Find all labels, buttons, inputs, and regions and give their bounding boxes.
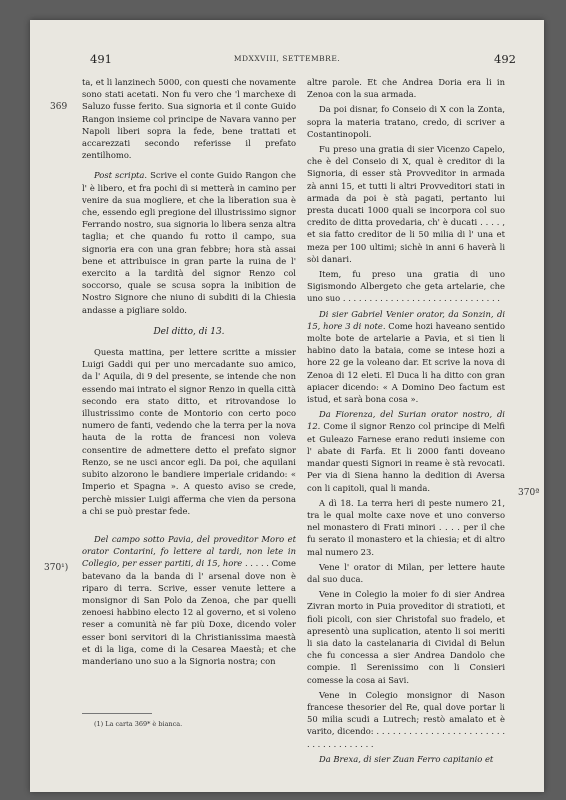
margin-number-370-note: 370¹)	[44, 563, 69, 573]
paragraph: ta, et li lanzinech 5000, con questi che novamente sono stati acetati. Non fu vero che 'l marchexe di Saluzo fusse ferito. Sua signoria et il conte Guido Rangon insieme col principe de Navara vanno per Napoli liberi sopra la fede, bene trattati et accarezzati secondo referisse il prefato zentilhomo.	[82, 77, 296, 161]
paragraph: Da poi disnar, fo Conseio di X con la Zonta, sopra la materia tratano, credo, di scriver a Costantinopoli.	[307, 104, 505, 139]
paragraph: Vene l' orator di Milan, per lettere haute dal suo duca.	[307, 561, 505, 584]
running-header	[30, 52, 544, 68]
paragraph-heading: Del campo sotto Pavia, del proveditor Moro et orator Contarini, fo lettere al tardi, non lete in Collegio, per esser partiti, di 15, hore	[82, 533, 296, 569]
paragraph	[307, 408, 505, 493]
paragraph-heading: Da Fiorenza, del Surian orator nostro, di 12.	[307, 409, 505, 432]
book-page	[30, 20, 544, 792]
margin-number-369: 369	[50, 102, 68, 112]
paragraph: Item, fu preso una gratia di uno Sigismondo Albergeto che geta artelarie, che uno suo . . . . . . . . . . . . . . . . . . . . . . . . . . . . . .	[307, 269, 505, 304]
left-page-number: 491	[90, 52, 112, 66]
paragraph-heading: Post scripta.	[94, 170, 148, 181]
running-title: MDXXVIII, SETTEMBRE.	[233, 54, 341, 63]
paragraph-text: Scrive el conte Guido Rangon che l' è libero, et fra pochi dì si metterà in camino per venire da sua mogliere, et che la liberation sua è che, essendo egli pregione del illustrissimo signor Ferrando nostro, sua signoria lo libera senza altra taglia; et che quando fu rotto il campo, sua signoria era con una gran febbre; hora stà assai bene et attribuisce in gran parte la ruina de l' exercito a la tardità del signor Renzo col soccorso, quale se scusa sopra la inibition de Nostro Signore che niuno di subditi di la Chiesia andasse a pigliare soldo.	[82, 170, 296, 315]
paragraph: altre parole. Et che Andrea Doria era li in Zenoa con la sua armada.	[307, 77, 505, 100]
paragraph	[307, 308, 505, 406]
paragraph-heading: Da Brexa, di sier Zuan Ferro capitanio et	[319, 753, 494, 764]
section-heading: Del ditto, di 13.	[153, 326, 225, 337]
right-column	[307, 76, 505, 768]
paragraph-heading: Di sier Gabriel Venier orator, da Sonzin, di 15, hore 3 di note.	[307, 308, 505, 331]
paragraph-text: . . . . . Come batevano da la banda di l' arsenal dove non è riparo di terra. Scrive, esser venute lettere a monsignor di San Polo da Zenoa, che par quelli zenoesi habbino electo 12 al governo, et si voleno reser a comunità nè far più Doxe, dicendo voler esser boni servitori di la Christianissima maestà et di la liga, come di la Cesarea Maestà; et che manderiano uno suo a la Signoria nostra; con	[82, 558, 296, 666]
footnote: (1) La carta 369* è bianca.	[94, 720, 183, 728]
paragraph: Vene in Colegio monsignor di Nason francese thesorier del Re, qual dove portar li 50 milia scudi a Lutrech; restò amalato et è varito, dicendo: . . . . . . . . . . . . . . . . . . . . . . . . . . . . . . . . . . . . .	[307, 689, 505, 749]
footnote-divider	[82, 713, 152, 714]
paragraph	[82, 169, 296, 315]
paragraph-text: Come hozi haveano sentido molte bote de artelarie a Pavia, et si tien li habino dato la bataia, come se intese hozi a hore 22 ge la voleano dar. Et scrive la nova di Zenoa di 12 eleti. El Duca li ha ditto con gran apiacer dicendo: « A Domino Deo factum est istud, et sarà bona cosa ».	[307, 320, 506, 405]
paragraph: Fu preso una gratia di sier Vicenzo Capelo, che è del Conseio di X, qual è creditor di la Signoria, di esser stà Provveditor in armada zà anni 15, et tutti li altri Provveditori stati in armada da poi è stà pagati, pertanto lui presta ducati 1000 quali se incorpora col suo credito de ditta provedaria, ch' è ducati . . . . , et sia fatto creditor de li 50 milia di l' una et meza per 100 ultimi; sichè in anni 6 haverà li sòi danari.	[307, 144, 505, 264]
margin-number-370: 370ª	[518, 488, 540, 498]
left-column	[82, 76, 296, 670]
right-page-number: 492	[494, 52, 516, 66]
paragraph: Vene in Colegio la moier fo di sier Andrea Zivran morto in Puia proveditor di stratioti, et fioli picoli, con sier Christofal suo fradelo, et apresentò una suplication, atento li soi meriti li sia dato la castelanaria di Cividal di Belun che fu concessa a sier Andrea Dandolo che compie. Il Serenissimo con li Consieri comesse la cosa ai Savi.	[307, 589, 505, 685]
paragraph	[82, 533, 296, 667]
paragraph-text: Come il signor Renzo col principe di Melfi et Guleazo Farnese erano reduti insieme con l' abate di Farfa. Et li 2000 fanti doveano mandar questi Signori in reame è stà revocati. Per via di Siena hanno la dedition di Aversa con li capitoli, qual li manda.	[307, 421, 505, 493]
paragraph: Questa mattina, per lettere scritte a missier Luigi Gaddi qui per uno mercadante suo amico, da l' Aquila, di 9 del presente, se intende che non essendo mai intrato el signor Renzo in quella città secondo era stato ditto, et ritrovandose lo illustrissimo conte de Montorio con certo poco numero de fanti, vedendo che la terra per la nova hauta de la rotta de francesi non voleva consentire de admettere detto el prefato signor Renzo, se ne usci ancor egli. Da poi, che aquilani subito alzorono le bandiere imperiale cridando: « Imperio et Spagna ». A questo aviso se crede, perchè missier Luigi afferma che vien da persona a chi se può prestar fede.	[82, 347, 296, 516]
paragraph: A dì 18. La terra heri di peste numero 21, tra le qual molte caxe nove et uno converso nel monastero di Frati minori . . . . per il che fu serato il monastero et la chiesia; et di altro mal numero 23.	[307, 497, 505, 557]
